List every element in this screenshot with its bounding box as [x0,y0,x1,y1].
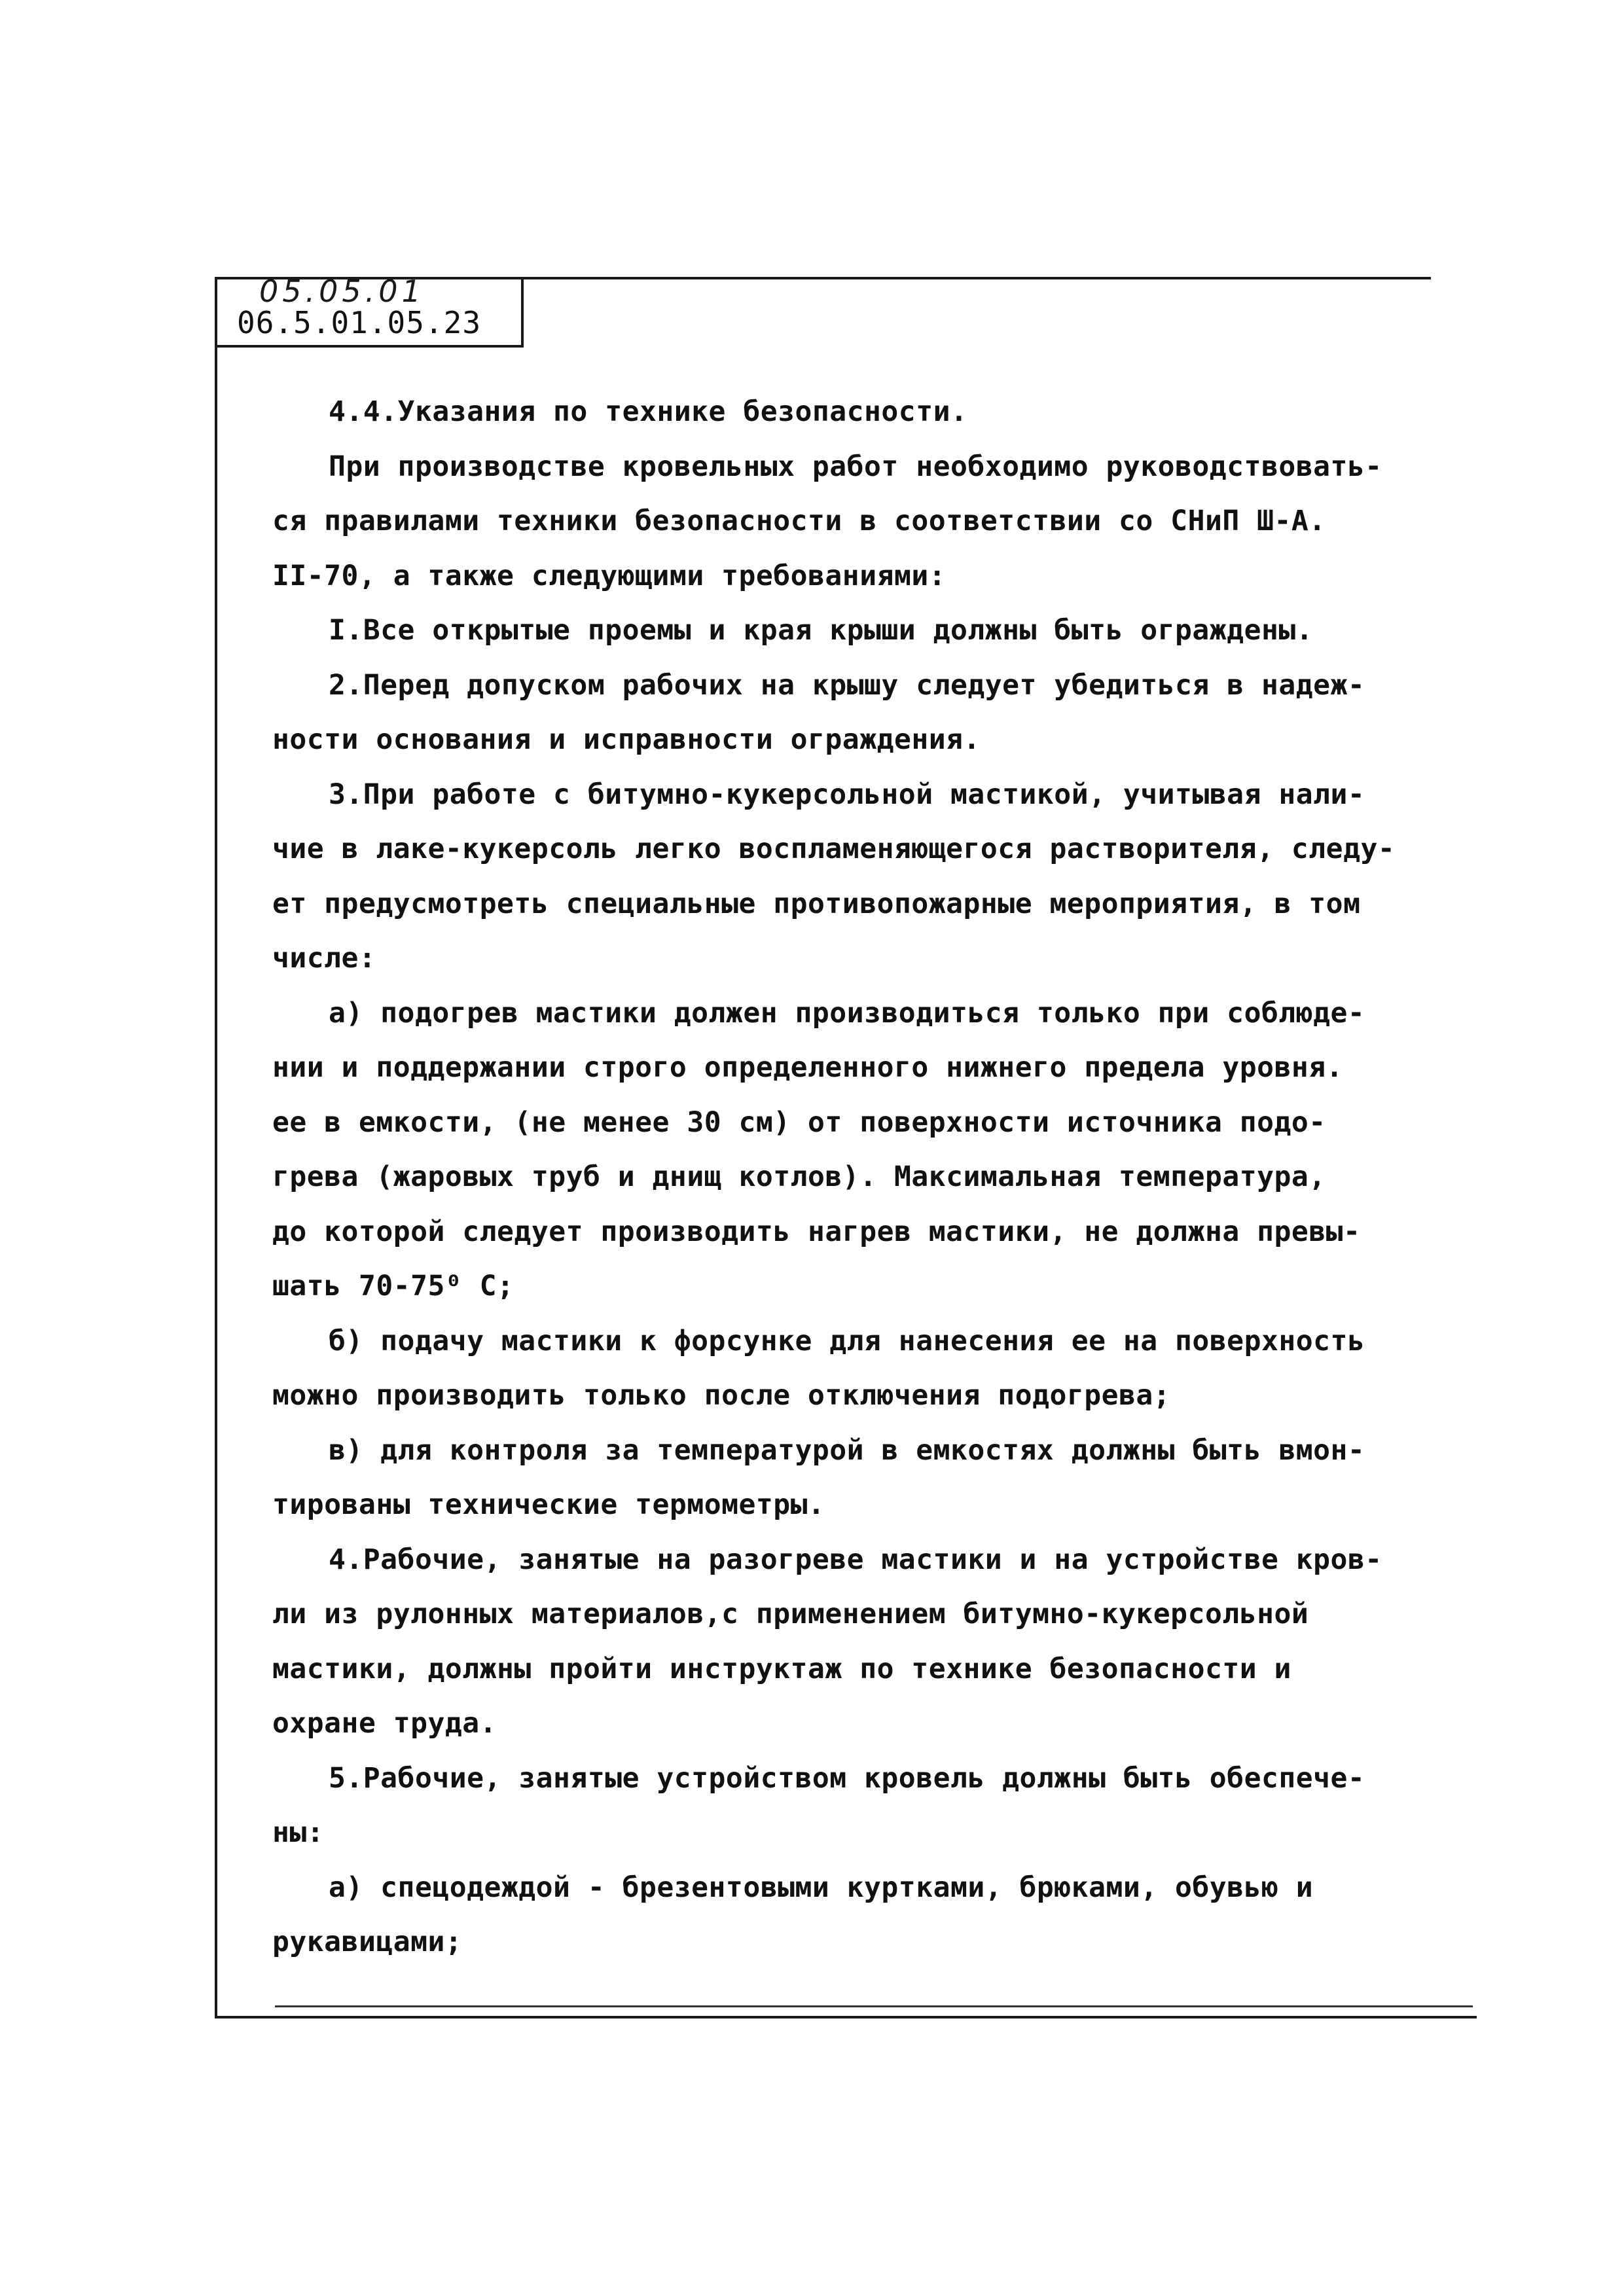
text-line: а) спецодеждой - брезентовыми куртками, брюками, обувью и [329,1871,1314,1904]
text-line: рукавицами; [272,1926,463,1958]
text-line: ся правилами техники безопасности в соответствии со СНиП Ш-А. [272,505,1326,537]
text-line: 4.Рабочие, занятые на разогреве мастики и на устройстве кров- [329,1543,1382,1576]
text-line: можно производить только после отключения подогрева; [272,1379,1171,1412]
text-line: в) для контроля за температурой в емкостях должны быть вмон- [329,1433,1365,1467]
document-body [272,385,1398,1970]
handwritten-code: 05.05.01 [259,274,425,309]
text-line: ет предусмотреть специальные противопожарные мероприятия, в том [272,887,1361,920]
frame-bottom-inner-line [275,2005,1473,2007]
text-line: а) подогрев мастики должен производиться только при соблюде- [329,996,1365,1030]
text-line: 3.При работе с битумно-кукерсольной мастикой, учитывая нали- [329,778,1365,811]
text-line: нии и поддержании строго определенного нижнего предела уровня. [272,1051,1344,1084]
text-line: 4.4.Указания по технике безопасности. [329,395,968,428]
text-line: I.Все открытые проемы и края крыши должны быть ограждены. [329,614,1314,647]
text-line: чие в лаке-кукерсоль легко воспламеняющегося растворителя, следу- [272,833,1396,865]
text-line: мастики, должны пройти инструктаж по технике безопасности и [272,1652,1291,1685]
text-line: грева (жаровых труб и днищ котлов). Максимальная температура, [272,1160,1326,1193]
text-line: охране труда. [272,1707,497,1740]
text-line: тированы технические термометры. [272,1488,825,1521]
text-line: II-70, а также следующими требованиями: [272,559,947,592]
frame-left-line [215,277,217,2018]
text-line: При производстве кровельных работ необходимо руководствовать- [329,450,1382,483]
text-line: ны: [272,1816,325,1849]
text-line: ее в емкости, (не менее 30 см) от поверхности источника подо- [272,1105,1326,1139]
text-line: б) подачу мастики к форсунке для нанесения ее на поверхность [329,1324,1365,1357]
text-line: до которой следует производить нагрев мастики, не должна превы- [272,1215,1361,1248]
text-line: ности основания и исправности ограждения. [272,723,981,756]
text-line: шать 70-75⁰ С; [272,1270,514,1302]
text-line: числе: [272,942,376,975]
document-code: 06.5.01.05.23 [237,305,482,340]
text-line: 5.Рабочие, занятые устройством кровель должны быть обеспече- [329,1761,1365,1795]
text-line: ли из рулонных материалов,с применением битумно-кукерсольной [272,1598,1309,1630]
frame-bottom-line [215,2016,1477,2018]
text-line: 2.Перед допуском рабочих на крышу следует убедиться в надеж- [329,668,1365,702]
